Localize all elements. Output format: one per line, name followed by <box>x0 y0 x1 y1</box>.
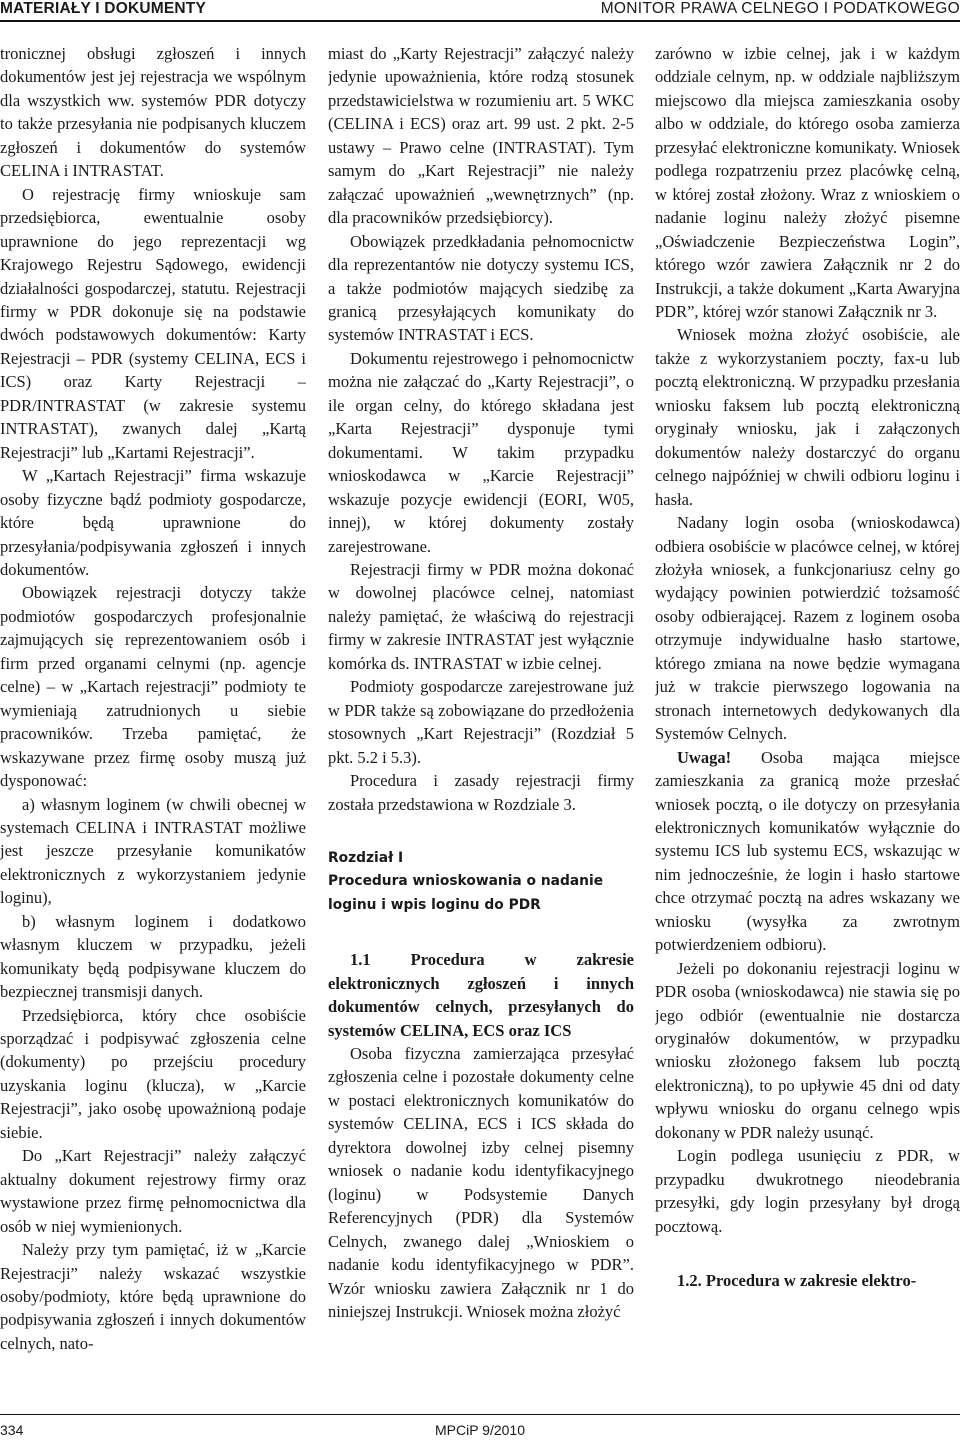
note-paragraph <box>655 746 960 957</box>
paragraph: Obowiązek przedkładania pełnomocnictw dla reprezentantów nie dotyczy systemu ICS, a także podmiotów mających siedzibę za granicą przesyłających komunikaty do systemów INTRASTAT i ECS. <box>328 231 634 345</box>
issue-label: MPCiP 9/2010 <box>434 1422 525 1438</box>
paragraph: Nadany login osoba (wnioskodawca) odbiera osobiście w placówce celnej, w której złożyła wniosek, a funkcjonariusz celny go wydający powinien potwierdzić tożsamość osoby odbierającej. Razem z loginem osoba otrzymuje indywidualne hasło startowe, którego zmiana na nowe będzie wymagana już w trakcie pierwszego logowania na stronach internetowych dedykowanych dla Systemów Celnych. <box>655 513 960 744</box>
paragraph: Przedsiębiorca, który chce osobiście sporządzać i podpisywać zgłoszenia celne (dokumenty) po przejściu procedury uzyskania loginu (klucza), w „Karcie Rejestracji”, jako osobę upoważnioną podaje siebie. <box>0 1005 306 1142</box>
chapter-title: Procedura wnioskowania o nadanie loginu i wpis loginu do PDR <box>328 873 604 913</box>
column-2 <box>328 42 634 1402</box>
paragraph: Wniosek można złożyć osobiście, ale także z wykorzystaniem poczty, fax-u lub pocztą elektroniczną. W przypadku przesłania wniosku faksem lub pocztą elektroniczną oryginały wniosku, jak i załączonych dokumentów należy dostarczyć do organu celnego najpóźniej w chwili odbioru loginu i hasła. <box>655 325 960 509</box>
note-label: Uwaga! <box>677 747 732 767</box>
page-footer <box>0 1414 960 1444</box>
paragraph: Podmioty gospodarcze zarejestrowane już w PDR także są zobowiązane do przedłożenia stosownych „Kart Rejestracji” (Rozdział 5 pkt. 5.2 i 5.3). <box>328 677 634 767</box>
publication-title: MONITOR PRAWA CELNEGO I PODATKOWEGO <box>600 0 960 17</box>
chapter-number: Rozdział I <box>328 849 404 866</box>
list-item: a) własnym loginem (w chwili obecnej w systemach CELINA i INTRASTAT możliwe jest jeszcze przesyłanie komunikatów elektronicznych z wykorzystaniem jedynie loginu), <box>0 794 306 908</box>
paragraph: Rejestracji firmy w PDR można dokonać w dowolnej placówce celnej, natomiast należy pamiętać, że właściwą do rejestracji firmy w zakresie INTRASTAT jest wyłącznie komórka ds. INTRASTAT w izbie celnej. <box>328 559 634 673</box>
page-header <box>0 0 960 22</box>
paragraph: Dokumentu rejestrowego i pełnomocnictw można nie załączać do „Karty Rejestracji”, o ile organ celny, do którego składana jest „Karta Rejestracji” dysponuje tymi dokumentami. W takim przypadku wnioskodawca w „Karcie Rejestracji” wskazuje pozycje ewidencji (EORI, W05, innej), w której dokumenty zostały zarejestrowane. <box>328 348 634 556</box>
footer-rule <box>0 1414 960 1415</box>
chapter-heading <box>328 847 634 917</box>
list-item: b) własnym loginem i dodatkowo własnym kluczem w przypadku, jeżeli komunikaty będą podpisywane kluczem do bezpiecznej transmisji danych. <box>0 911 306 1002</box>
paragraph: O rejestrację firmy wnioskuje sam przedsiębiorca, ewentualnie osoby uprawnione do jego reprezentacji wg Krajowego Rejestru Sądowego, ewidencji działalności gospodarczej, statutu. Rejestracji firmy w PDR dokonuje się na podstawie dwóch podstawowych dokumentów: Karty Rejestracji – PDR (systemy CELINA, ECS i ICS) oraz Karty Rejestracji – PDR/INTRASTAT (w zakresie systemu INTRASTAT), zwanych dalej „Kartą Rejestracji” lub „Kartami Rejestracji”. <box>0 184 306 462</box>
paragraph: W „Kartach Rejestracji” firma wskazuje osoby fizyczne bądź podmioty gospodarcze, które będą uprawnione do przesyłania/podpisywania zgłoszeń i innych dokumentów. <box>0 466 306 579</box>
paragraph: Procedura i zasady rejestracji firmy została przedstawiona w Rozdziale 3. <box>328 771 634 814</box>
paragraph: zarówno w izbie celnej, jak i w każdym oddziale celnym, np. w oddziale najbliższym miejscowo dla miejsca zamieszkania osoby albo w oddziale, do którego osoba zamierza przesyłać elektroniczne komunikaty. Wniosek podlega rozpatrzeniu przez placówkę celną, w której został złożony. Wraz z wnioskiem o nadanie loginu należy złożyć pisemne „Oświadczenie Bezpieczeństwa Login”, którego wzór zawiera Załącznik nr 2 do Instrukcji, a także dokument „Karta Awaryjna PDR”, której wzór stanowi Załącznik nr 3. <box>655 44 960 321</box>
column-1 <box>0 42 306 1402</box>
subsection-heading: 1.2. Procedura w zakresie elektro- <box>677 1271 917 1291</box>
paragraph: Jeżeli po dokonaniu rejestracji loginu w PDR osoba (wnioskodawca) nie stawia się po jego odbiór (ewentualnie nie dostarcza oryginałów dokumentów, w przypadku wniosku złożonego faksem lub pocztą elektroniczną), to po upływie 45 dni od daty wpływu wniosku do organu celnego wpis dokonany w PDR należy usunąć. <box>655 958 960 1142</box>
paragraph: Do „Kart Rejestracji” należy załączyć aktualny dokument rejestrowy firmy oraz wystawione przez firmę pełnomocnictwa dla osób w niej wymienionych. <box>0 1146 306 1236</box>
paragraph: miast do „Karty Rejestracji” załączyć należy jedynie upoważnienia, które rodzą stosunek przedstawicielstwa w rozumieniu art. 5 WKC (CELINA i ECS) oraz art. 99 ust. 2 pkt. 2-5 ustawy – Prawo celne (INTRASTAT). Tym samym do „Kart Rejestracji” nie należy załączać upoważnień „wewnętrznych” (np. dla pracowników przedsiębiorcy). <box>328 44 634 228</box>
paragraph: tronicznej obsługi zgłoszeń i innych dokumentów jest jej rejestracja we wspólnym dla wszystkich ww. systemów PDR dotyczy to także przesyłania nie podpisanych kluczem zgłoszeń i dokumentów do systemów CELINA i INTRASTAT. <box>0 44 306 181</box>
paragraph: Należy przy tym pamiętać, iż w „Karcie Rejestracji” należy wskazać wszystkie osoby/podmioty, które będą uprawnione do podpisywania zgłoszeń i innych dokumentów celnych, nato- <box>0 1240 306 1353</box>
section-title: MATERIAŁY I DOKUMENTY <box>0 0 206 17</box>
page-number: 334 <box>0 1422 24 1438</box>
paragraph: Obowiązek rejestracji dotyczy także podmiotów gospodarczych profesjonalnie zajmujących się reprezentowaniem osób i firm przed organami celnymi (np. agencje celne) – w „Kartach rejestracji” podmioty te wymieniają zatrudnionych u siebie pracowników. Trzeba pamiętać, że wskazywane przez firmę osoby muszą już dysponować: <box>0 583 306 791</box>
paragraph: Login podlega usunięciu z PDR, w przypadku dwukrotnego nieodebrania przesyłki, gdy login przesyłany był drogą pocztową. <box>655 1146 960 1236</box>
note-text: Osoba mająca miejsce zamieszkania za granicą może przesłać wniosek pocztą, o ile dotyczy on przesyłania elektronicznych komunikatów wyłącznie do systemu ICS lub systemu ECS, wskazując w nim jednocześnie, że login i hasło startowe chce otrzymać pocztą na adres wskazany we wniosku (wysyłka za zwrotnym potwierdzeniem odbioru). <box>655 747 960 955</box>
header-rule <box>0 20 960 22</box>
subsection-heading: 1.1 Procedura w zakresie elektronicznych zgłoszeń i innych dokumentów celnych, przesyłanych do systemów CELINA, ECS oraz ICS <box>328 950 634 1040</box>
column-3 <box>655 42 960 1402</box>
paragraph: Osoba fizyczna zamierzająca przesyłać zgłoszenia celne i pozostałe dokumenty celne w postaci elektronicznych komunikatów do systemów CELINA, ECS i ICS składa do dyrektora dowolnej izby celnej pisemny wniosek o nadanie kodu identyfikacyjnego (loginu) w Podsystemie Danych Referencyjnych (PDR) dla Systemów Celnych, zwanego dalej „Wnioskiem o nadanie kodu identyfikacyjnego w PDR”. Wzór wniosku zawiera Załącznik nr 1 do niniejszej Instrukcji. Wniosek można złożyć <box>328 1043 634 1321</box>
